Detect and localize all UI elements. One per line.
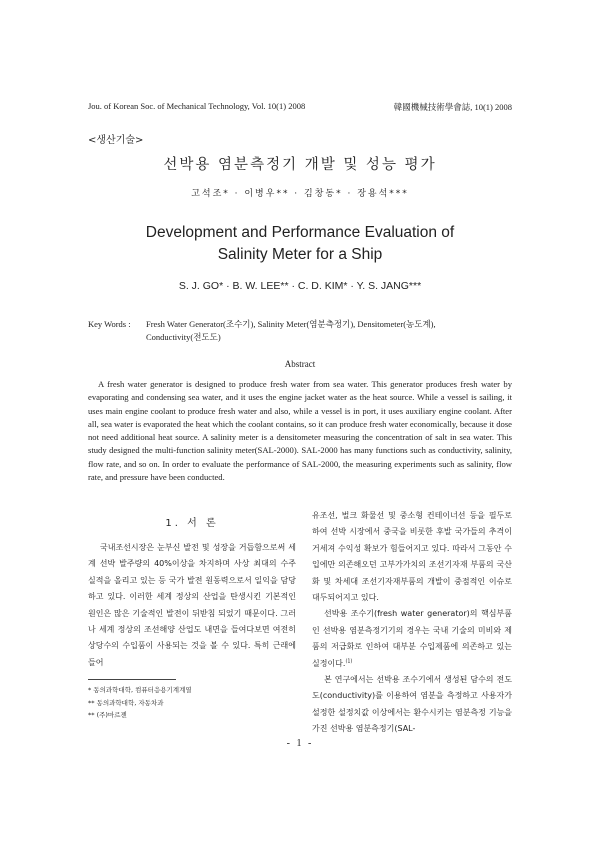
body-right-column xyxy=(312,508,512,738)
footnotes xyxy=(88,684,192,722)
section-tag: <생산기술> xyxy=(88,135,144,146)
journal-header-ko: 韓國機械技術學會誌, 10(1) 2008 xyxy=(393,102,512,112)
body-paragraph: 유조선, 벌크 화물선 및 중소형 컨테이너선 등을 필두로 하여 선박 시장에서 중국을 비롯한 후발 국가들의 추격이 거세져 수익성 확보가 힘들어지고 있다. 따라서 그동안 수입에만 의존해오던 고부가가치의 조선기자재 부품의 국산화 및 차세대 조선기자재부품의 개발이 중점적인 이슈로 대두되어지고 있다. xyxy=(312,511,512,603)
authors-english: S. J. GO* · B. W. LEE** · C. D. KIM* · Y. S. JANG*** xyxy=(178,280,422,292)
footnote-affiliation-3: ** (주)마르젠 xyxy=(88,711,127,719)
body-paragraph: 본 연구에서는 선박용 조수기에서 생성된 담수의 전도도(conductivity)를 이용하여 염분을 측정하고 사용자가 설정한 설정치값 이상에서는 환수시키는 염분측정 기능을 가진 선박용 염분측정기(SAL- xyxy=(312,675,512,734)
keywords-list xyxy=(146,318,518,344)
page-number: - 1 - xyxy=(286,738,314,749)
journal-header-en: Jou. of Korean Soc. of Mechanical Technology, Vol. 10(1) 2008 xyxy=(88,101,306,111)
body-paragraph xyxy=(312,606,512,672)
abstract-heading: Abstract xyxy=(284,359,316,369)
authors-korean: 고석조* · 이병우** · 김창동* · 장용석*** xyxy=(191,189,409,199)
keywords xyxy=(88,318,518,344)
keywords-label: Key Words : xyxy=(88,319,131,329)
title-english-line2: Salinity Meter for a Ship xyxy=(217,246,383,263)
section-heading-introduction: 1. 서 론 xyxy=(165,518,219,529)
keywords-line1: Fresh Water Generator(조수기), Salinity Meter(염분측정기), Densitometer(농도계), xyxy=(146,319,436,329)
title-korean: 선박용 염분측정기 개발 및 성능 평가 xyxy=(163,157,437,173)
footnote-affiliation-1: * 동의과학대학, 컴퓨터응용기계계열 xyxy=(88,686,192,694)
title-english-line1: Development and Performance Evaluation of xyxy=(145,224,455,241)
keywords-line2: Conductivity(전도도) xyxy=(146,332,221,342)
body-paragraph: 국내조선시장은 눈부신 발전 및 성장을 거듭함으로써 세계 선박 발주량의 40%이상을 차지하며 사상 최대의 수주 실적을 올리고 있는 등 국가 발전 원동력으로서 일익을 담당하고 있다. 이러한 세계 정상의 산업을 탄생시킨 기본적인 원인은 많은 기술적인 발전이 뒤받침 되었기 때문이다. 그러나 세계 정상의 조선해양 산업도 내면을 들여다보면 여전히 상당수의 수입품이 사용되는 것을 볼 수 있다. 특히 근래에 들어 xyxy=(88,543,296,667)
footnote-affiliation-2: ** 동의과학대학, 자동차과 xyxy=(88,698,164,707)
abstract-text: A fresh water generator is designed to produce fresh water from sea water. This generator produces fresh water by evaporating and condensing sea water, and it uses the engine jacket water as the heat source. While a vessel is sailing, it uses main engine coolant to produce fresh water and also, while a vessel is in port, it uses auxiliary engine coolant. After all, sea water is evaporated the heat which the coolant contains, so it can produce fresh water economically, because it dose not need additional heat source. A salinity meter is a densitometer measuring the concentration of salt in sea water. This study designed the multi-function salinity meter(SAL-2000). SAL-2000 has many functions such as conductivity, salinity, flow rate, and so on. In order to evaluate the performance of SAL-2000, the measuring experiments such as salinity, flow rate, and pressure have been conducted. xyxy=(88,379,512,483)
title-english xyxy=(0,222,600,266)
body-paragraph-text: 선박용 조수기(fresh water generator)의 핵심부품인 선박용 염분측정기기의 경우는 국내 기술의 미비와 제품의 저급화로 인하여 대부분 수입제품에 의존하고 있는 실정이다. xyxy=(312,609,512,668)
footnote-divider xyxy=(88,679,176,680)
body-left-column xyxy=(88,540,296,671)
reference-marker: (1) xyxy=(345,659,353,664)
